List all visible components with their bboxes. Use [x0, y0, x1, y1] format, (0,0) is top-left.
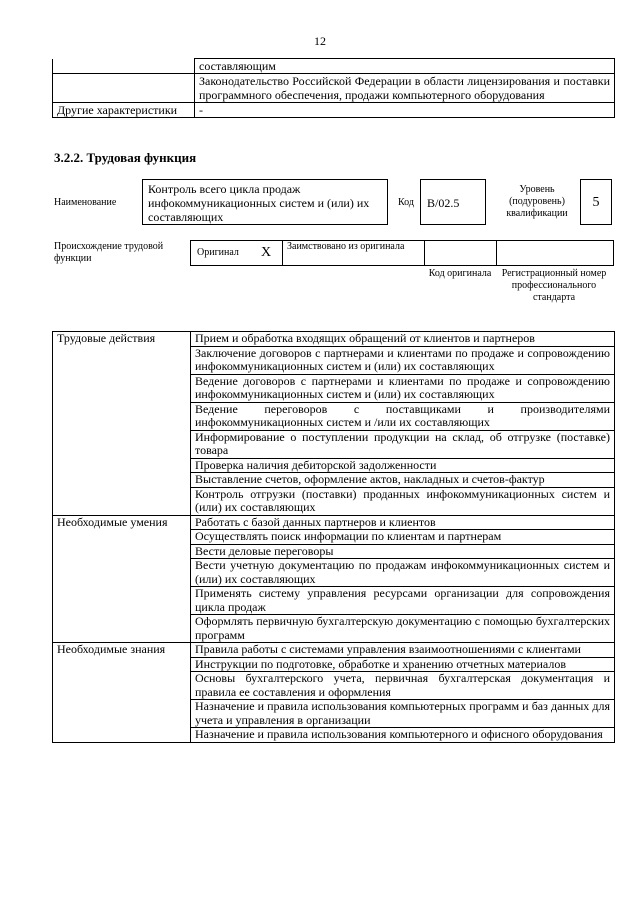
section-title: 3.2.2. Трудовая функция [54, 150, 197, 165]
table-row [53, 74, 615, 103]
list-item: Выставление счетов, оформление актов, накладных и счетов-фактур [191, 473, 615, 488]
reg-number-cell [497, 241, 613, 265]
borrowed-label: Заимствовано из оригинала [287, 241, 405, 252]
list-item: Инструкции по подготовке, обработке и хранению отчетных материалов [191, 657, 615, 672]
section-heading: Необходимые умения [53, 515, 191, 643]
list-item: Оформлять первичную бухгалтерскую документацию с помощью бухгалтерских программ [191, 615, 615, 643]
table-cell: составляющим [195, 59, 615, 74]
list-item: Ведение договоров с партнерами и клиентами по продаже и сопровождению инфокоммуникационных систем и (или) их составляющих [191, 374, 615, 402]
table-cell [53, 74, 195, 103]
function-code: B/02.5 [420, 179, 486, 225]
table-row [53, 103, 615, 118]
reg-caption: Регистрационный номер профессионального стандарта [501, 268, 607, 303]
level-label: Уровень (подуровень) квалификации [506, 184, 568, 219]
list-item: Работать с базой данных партнеров и клиентов [191, 515, 615, 530]
borrowed-cell [283, 241, 425, 265]
list-item: Информирование о поступлении продукции на склад, об отгрузке (поставке) товара [191, 430, 615, 458]
list-item: Вести учетную документацию по продажам инфокоммуникационных систем и (или) их составляющих [191, 559, 615, 587]
functions-table [52, 331, 615, 743]
original-code-cell [425, 241, 497, 265]
top-table [52, 58, 615, 118]
list-item: Правила работы с системами управления взаимоотношениями с клиентами [191, 643, 615, 658]
list-item: Вести деловые переговоры [191, 544, 615, 559]
qualification-level: 5 [580, 179, 612, 225]
list-item: Контроль отгрузки (поставки) проданных инфокоммуникационных систем и (или) их составляющих [191, 487, 615, 515]
table-cell: Законодательство Российской Федерации в области лицензирования и поставки программного обеспечения, продажи компьютерного оборудования [195, 74, 615, 103]
original-cell [191, 241, 283, 265]
origin-label: Происхождение трудовой функции [54, 241, 164, 264]
table-row [53, 643, 615, 658]
code-caption: Код оригинала [428, 268, 492, 279]
section-heading: Трудовые действия [53, 332, 191, 516]
table-row [53, 332, 615, 347]
original-label: Оригинал [197, 247, 239, 258]
original-mark: X [261, 245, 272, 260]
table-cell: Другие характеристики [53, 103, 195, 118]
list-item: Применять систему управления ресурсами организации для сопровождения цикла продаж [191, 587, 615, 615]
code-label: Код [398, 197, 414, 208]
list-item: Прием и обработка входящих обращений от клиентов и партнеров [191, 332, 615, 347]
table-cell: - [195, 103, 615, 118]
list-item: Назначение и правила использования компьютерных программ и баз данных для учета и управления в организации [191, 700, 615, 728]
list-item: Основы бухгалтерского учета, первичная бухгалтерская документация и правила ее составления и оформления [191, 672, 615, 700]
origin-table [190, 240, 614, 266]
name-label: Наименование [54, 197, 117, 208]
table-cell [53, 59, 195, 74]
list-item: Назначение и правила использования компьютерного и офисного оборудования [191, 728, 615, 743]
table-row [53, 59, 615, 74]
list-item: Осуществлять поиск информации по клиентам и партнерам [191, 530, 615, 545]
list-item: Ведение переговоров с поставщиками и производителями инфокоммуникационных систем и /или их составляющих [191, 402, 615, 430]
function-name: Контроль всего цикла продаж инфокоммуникационных систем и (или) их составляющих [142, 179, 388, 225]
list-item: Проверка наличия дебиторской задолженности [191, 458, 615, 473]
table-row [53, 515, 615, 530]
section-heading: Необходимые знания [53, 643, 191, 743]
list-item: Заключение договоров с партнерами и клиентами по продаже и сопровождению инфокоммуникационных систем и (или) их составляющих [191, 346, 615, 374]
page-number: 12 [314, 34, 326, 48]
